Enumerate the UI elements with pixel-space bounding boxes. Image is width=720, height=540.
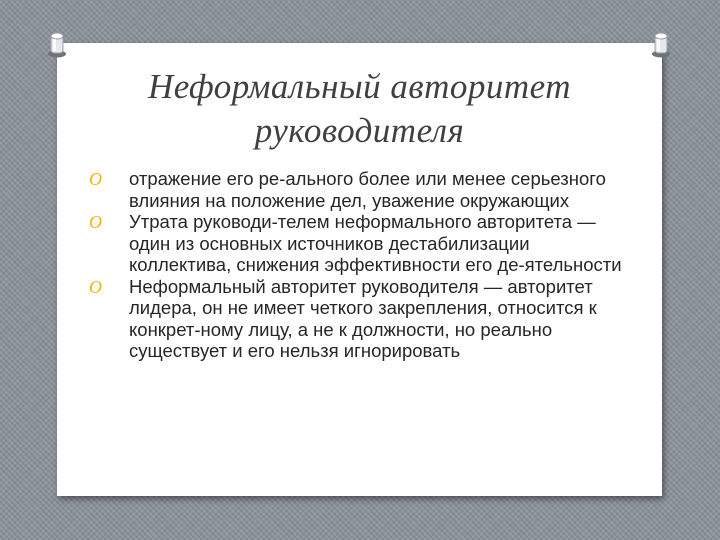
list-item-text: Неформальный авторитет руководителя — авторитет лидера, он не имеет четкого закрепления, относится к конкрет-ному лицу, а не к должности, но реально существует и его нельзя игнорировать bbox=[129, 275, 597, 361]
slide-card bbox=[57, 43, 662, 496]
list-item bbox=[73, 276, 633, 362]
bullet-icon: O bbox=[89, 212, 102, 232]
list-item bbox=[73, 168, 633, 211]
list-item bbox=[73, 211, 633, 276]
list-item-text: Утрата руководи-телем неформального авторитета — один из основных источников дестабилизации коллектива, снижения эффективности его де-ятельности bbox=[129, 211, 622, 275]
title-line-1: Неформальный авторитет bbox=[147, 67, 572, 106]
bullet-list bbox=[73, 168, 633, 362]
slide-title bbox=[57, 65, 662, 153]
bullet-icon: O bbox=[89, 276, 102, 297]
pushpin-icon bbox=[648, 30, 674, 60]
bullet-icon: O bbox=[89, 169, 102, 189]
list-item-text: отражение его ре-ального более или менее серьезного влияния на положение дел, уважение окружающих bbox=[129, 168, 606, 211]
pushpin-icon bbox=[44, 30, 70, 60]
title-line-2: руководителя bbox=[254, 111, 465, 150]
